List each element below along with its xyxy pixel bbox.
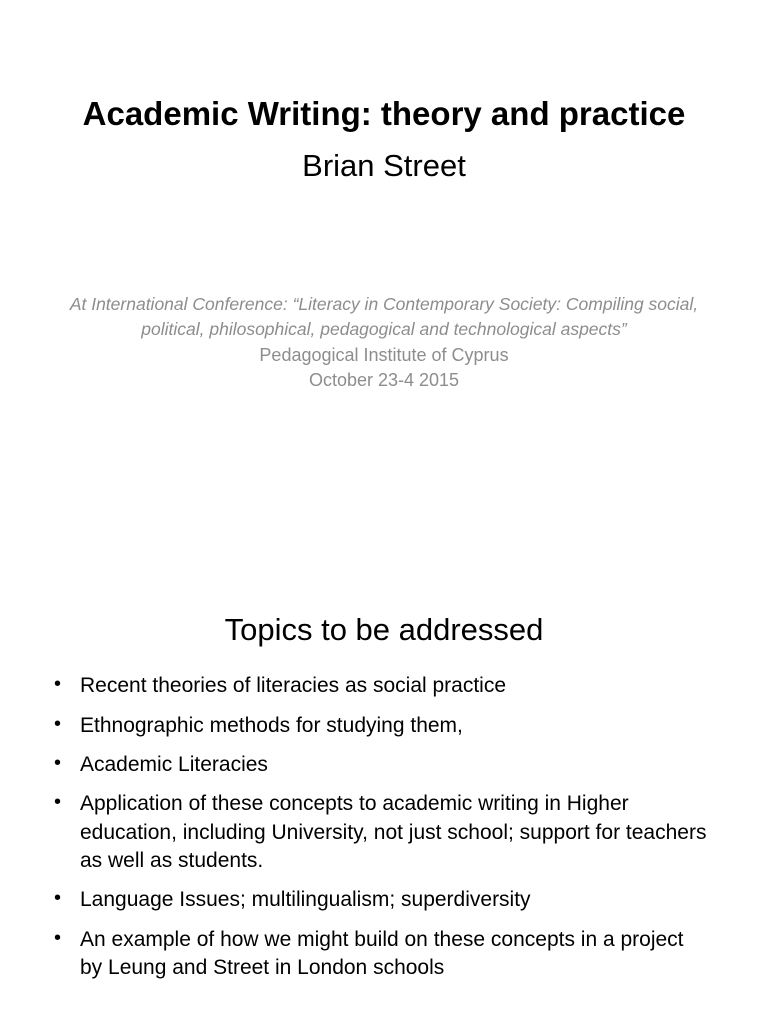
topics-slide	[0, 610, 768, 993]
list-item: • An example of how we might build on these concepts in a project by Leung and Street in London schools	[50, 926, 710, 983]
conference-name: At International Conference: “Literacy in Contemporary Society: Compiling social, political, philosophical, pedagogical and technological aspects”	[69, 293, 699, 340]
list-item: • Academic Literacies	[50, 751, 710, 779]
conference-venue: Pedagogical Institute of Cyprus	[259, 344, 509, 365]
list-item: • Application of these concepts to academic writing in Higher education, including University, not just school; support for teachers as well as students.	[50, 790, 710, 875]
list-item: • Ethnographic methods for studying them,	[50, 712, 710, 740]
conference-date: October 23-4 2015	[308, 370, 460, 391]
title-slide	[0, 0, 768, 394]
author-name: Brian Street	[302, 148, 466, 184]
page-title: Academic Writing: theory and practice	[82, 95, 686, 132]
conference-details	[60, 292, 708, 394]
list-item: • Language Issues; multilingualism; superdiversity	[50, 886, 710, 914]
topics-list	[44, 672, 724, 982]
list-item: • Recent theories of literacies as social practice	[50, 672, 710, 700]
topics-heading: Topics to be addressed	[224, 612, 544, 647]
